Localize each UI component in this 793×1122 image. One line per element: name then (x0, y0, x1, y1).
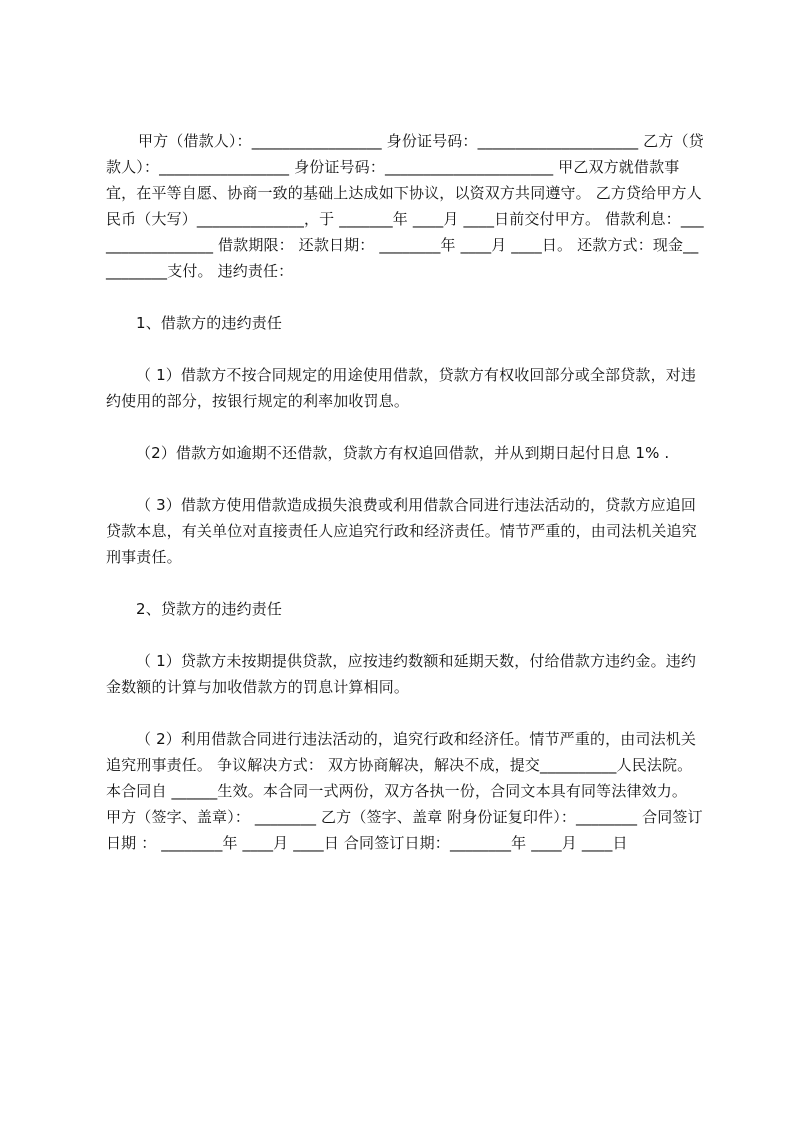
section-2-item-1: （ 1）贷款方未按期提供贷款，应按违约数额和延期天数，付给借款方违约金。违约金数额的计算与加收借款方的罚息计算相同。 (106, 652, 697, 696)
document-body (106, 128, 706, 884)
section-2-item-2: （ 2）利用借款合同进行违法活动的，追究行政和经济任。情节严重的，由司法机关追究刑事责任。 争议解决方式： 双方协商解决，解决不成，提交__________人民法院。 本合同自 ______生效。本合同一式两份，双方各执一份，合同文本具有同等法律效力。 甲方（签字、盖章）： ________ 乙方（签字、盖章 附身份证复印件）：________ 合同签订日期 ： ________年 ____月 ____日 合同签订日期：________年 ____月 ____日 (106, 730, 703, 852)
contract-intro: 甲方（借款人）：_________________ 身份证号码：_____________________ 乙方（贷款人）：_________________ 身份证号码：______________________ 甲乙双方就借款事宜，在平等自愿、协商一致的基础上达成如下协议，以资双方共同遵守。 乙方贷给甲方人民币（大写）______________，于 _______年 ____月 ____日前交付甲方。 借款利息：_________________ 借款期限： 还款日期： ________年 ____月 ____日。 还款方式：现金__________支付。 违约责任： (106, 132, 704, 280)
section-2-title: 2、贷款方的违约责任 (136, 600, 283, 618)
section-1-item-1: （ 1）借款方不按合同规定的用途使用借款，贷款方有权收回部分或全部贷款，对违约使用的部分，按银行规定的利率加收罚息。 (106, 366, 697, 410)
section-1-title: 1、借款方的违约责任 (136, 314, 283, 332)
section-1-item-2: （2）借款方如逾期不还借款，贷款方有权追回借款，并从到期日起付日息 1% . (136, 444, 670, 462)
section-1-item-3: （ 3）借款方使用借款造成损失浪费或利用借款合同进行违法活动的，贷款方应追回贷款本息，有关单位对直接责任人应追究行政和经济责任。情节严重的，由司法机关追究刑事责任。 (106, 496, 697, 566)
